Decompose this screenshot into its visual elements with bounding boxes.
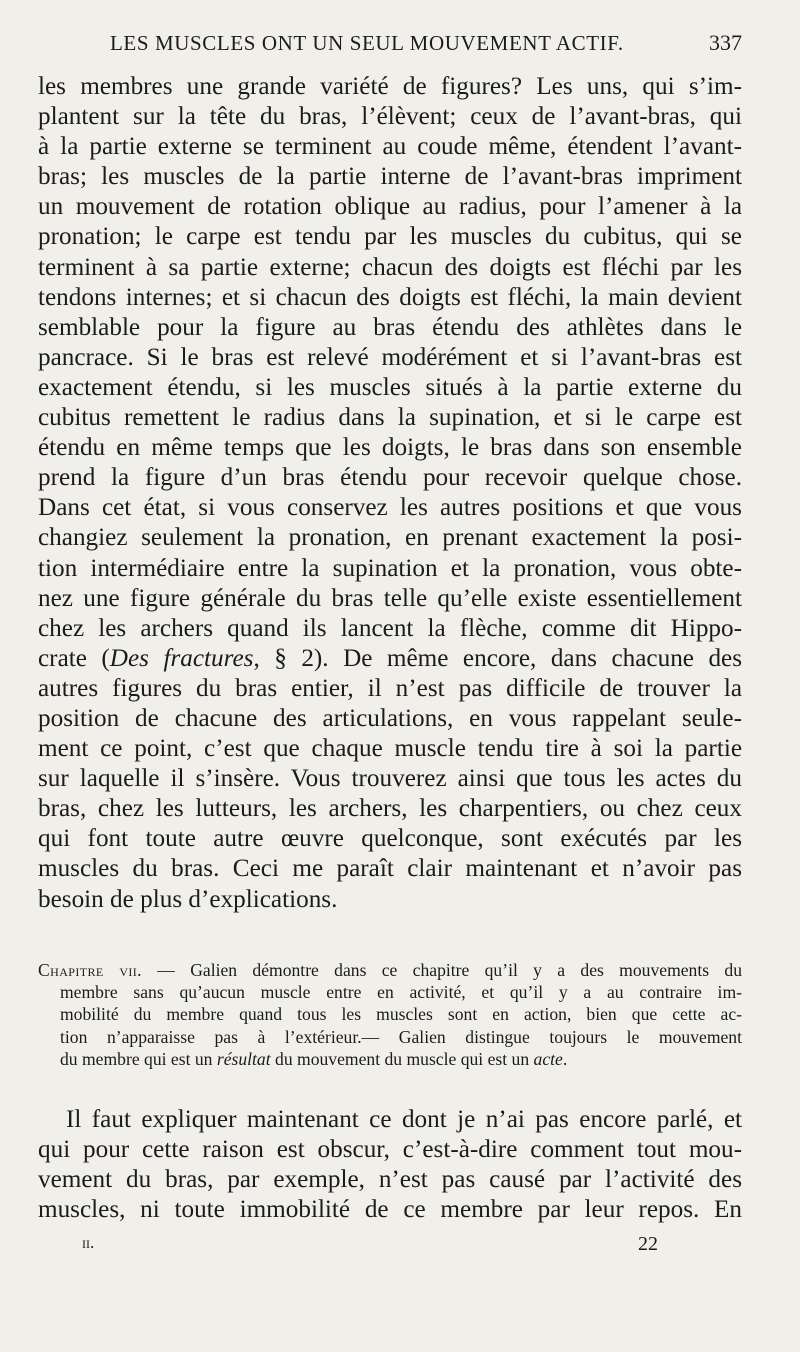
- text-line: pronation; le carpe est tendu par les muscles du cubitus, qui se: [38, 223, 742, 251]
- text-line: à la partie externe se terminent au coude même, étendent l’avant-: [38, 133, 742, 161]
- page-number: 337: [709, 30, 742, 55]
- text-line: les membres une grande variété de figures? Les uns, qui s’im-: [38, 73, 742, 100]
- summary-line: mobilité du membre quand tous les muscles sont en action, bien que cette ac-: [60, 1004, 742, 1025]
- text-line: position de chacune des articulations, en vous rappelant seule-: [38, 704, 742, 732]
- signature-mark: ii.: [82, 1233, 95, 1252]
- text-line: tendons internes; et si chacun des doigts est fléchi, la main devient: [38, 283, 742, 311]
- text-line: muscles du bras. Ceci me paraît clair maintenant et n’avoir pas: [38, 855, 742, 883]
- text-line: plantent sur la tête du bras, l’élèvent; ceux de l’avant-bras, qui: [38, 103, 742, 131]
- text-line: nez une figure générale du bras telle qu’elle existe essentiellement: [38, 584, 742, 612]
- text-line: prend la figure d’un bras étendu pour recevoir quelque chose.: [38, 464, 742, 492]
- text-line: bras; les muscles de la partie interne de l’avant-bras impriment: [38, 163, 742, 191]
- text-line: exactement étendu, si les muscles situés à la partie externe du: [38, 373, 742, 401]
- text-line: tion intermédiaire entre la supination et la pronation, vous obte-: [38, 554, 742, 582]
- text-line: crate (Des fractures, § 2). De même encore, dans chacune des: [38, 644, 743, 672]
- text-line: Il faut expliquer maintenant ce dont je n’ai pas encore parlé, et: [66, 1106, 742, 1133]
- text-line: un mouvement de rotation oblique au radius, pour l’amener à la: [38, 193, 742, 221]
- text-line: chez les archers quand ils lancent la flèche, comme dit Hippo-: [38, 614, 742, 642]
- text-line: autres figures du bras entier, il n’est pas difficile de trouver la: [38, 674, 742, 702]
- italic-title: Des fractures: [109, 644, 254, 672]
- text-line: semblable pour la figure au bras étendu des athlètes dans le: [38, 313, 742, 341]
- main-paragraph: [38, 72, 742, 915]
- italic-title: résultat: [216, 1048, 271, 1069]
- running-header: [110, 30, 742, 56]
- chapter-summary: [38, 959, 742, 1070]
- text-line: sur laquelle il s’insère. Vous trouverez ainsi que tous les actes du: [38, 765, 742, 793]
- text-line: cubitus remettent le radius dans la supination, et si le carpe est: [38, 404, 742, 432]
- summary-line: du membre qui est un résultat du mouvement du muscle qui est un acte.: [60, 1048, 568, 1069]
- running-title: LES MUSCLES ONT UN SEUL MOUVEMENT ACTIF.: [110, 31, 624, 55]
- text-line: pancrace. Si le bras est relevé modérément et si l’avant-bras est: [38, 343, 742, 371]
- text-line: muscles, ni toute immobilité de ce membre par leur repos. En: [38, 1196, 742, 1224]
- text-line: qui pour cette raison est obscur, c’est-à-dire comment tout mou-: [38, 1136, 742, 1164]
- italic-title: acte: [533, 1048, 563, 1069]
- summary-line: membre sans qu’aucun muscle entre en activité, et qu’il y a au contraire im-: [60, 982, 742, 1003]
- text-line: Dans cet état, si vous conservez les autres positions et que vous: [38, 494, 742, 522]
- text-line: ment ce point, c’est que chaque muscle tendu tire à soi la partie: [38, 735, 742, 763]
- summary-line: tion n’apparaisse pas à l’extérieur.— Galien distingue toujours le mouvement: [60, 1026, 742, 1047]
- text-line: qui font toute autre œuvre quelconque, sont exécutés par les: [38, 825, 742, 853]
- second-paragraph: [38, 1105, 742, 1225]
- text-line: bras, chez les lutteurs, les archers, les charpentiers, ou chez ceux: [38, 795, 742, 823]
- text-line: changiez seulement la pronation, en prenant exactement la posi-: [38, 524, 742, 552]
- text-line: étendu en même temps que les doigts, le bras dans son ensemble: [38, 434, 742, 462]
- chapter-label: Chapitre vii.: [38, 960, 142, 980]
- text-line: terminent à sa partie externe; chacun des doigts est fléchi par les: [38, 253, 742, 281]
- summary-line: Chapitre vii. — Galien démontre dans ce chapitre qu’il y a des mouvements du: [38, 960, 743, 980]
- signature-number: 22: [638, 1233, 658, 1255]
- text-line: vement du bras, par exemple, n’est pas causé par l’activité des: [38, 1166, 742, 1194]
- page-footer: [82, 1233, 658, 1256]
- text-line: besoin de plus d’explications.: [38, 885, 338, 913]
